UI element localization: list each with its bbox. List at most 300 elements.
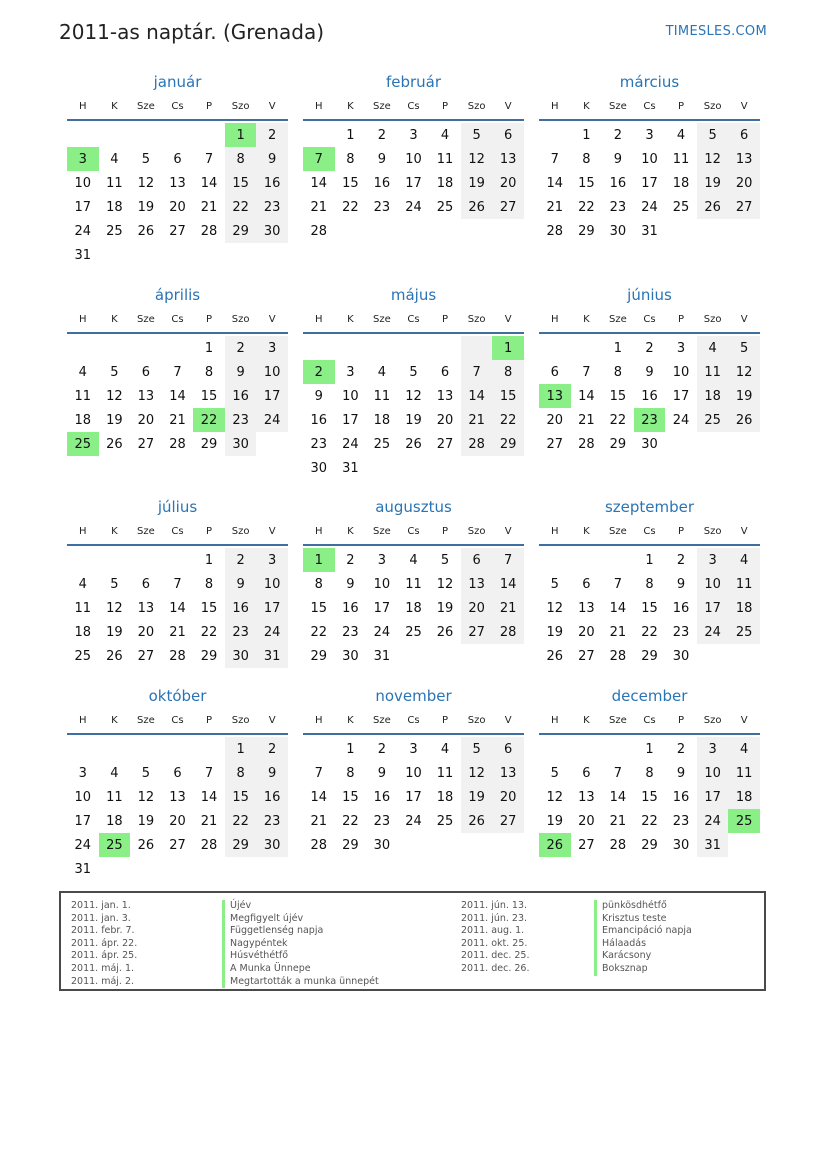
weekday-label: Sze — [609, 525, 627, 537]
weekday-label: P — [442, 100, 449, 112]
calendar-day: 23 — [225, 408, 257, 432]
weekday-label: P — [678, 313, 685, 325]
calendar-day: 14 — [492, 572, 524, 596]
header-divider — [303, 544, 524, 546]
calendar-day: 5 — [461, 123, 493, 147]
calendar-day: 10 — [672, 364, 690, 380]
empty-cell — [539, 737, 571, 761]
weekday-label: Sze — [137, 525, 155, 537]
calendar-day: 10 — [74, 175, 92, 191]
calendar-day: 6 — [173, 765, 182, 781]
calendar-day: 20 — [546, 412, 564, 428]
calendar-day: 28 — [609, 648, 627, 664]
calendar-day: 19 — [137, 813, 155, 829]
legend-date: 2011. jún. 13. — [461, 900, 528, 911]
calendar-day: 8 — [204, 576, 214, 592]
calendar-day: 10 — [256, 572, 288, 596]
calendar-day: 27 — [137, 648, 155, 664]
calendar-day: 17 — [256, 384, 288, 408]
calendar-day: 8 — [225, 147, 257, 171]
calendar-day: 3 — [409, 127, 418, 143]
calendar-day: 23 — [256, 195, 288, 219]
calendar-day: 31 — [74, 861, 92, 877]
empty-cell — [303, 737, 335, 761]
calendar-day: 25 — [672, 199, 690, 215]
weekday-label: H — [315, 714, 323, 726]
calendar-day: 23 — [672, 624, 690, 640]
calendar-day: 21 — [609, 624, 627, 640]
weekday-header — [303, 95, 524, 117]
holiday-day: 25 — [67, 432, 99, 456]
calendar-day: 3 — [256, 336, 288, 360]
calendar-day: 15 — [200, 388, 218, 404]
empty-cell — [67, 123, 99, 147]
calendar-day: 25 — [405, 624, 422, 640]
calendar-day: 2 — [256, 737, 288, 761]
calendar-day: 7 — [173, 576, 182, 592]
weekday-label: K — [347, 525, 354, 537]
calendar-day: 15 — [225, 785, 257, 809]
calendar-day: 9 — [225, 572, 257, 596]
calendar-day: 2 — [613, 127, 623, 143]
empty-cell — [461, 336, 493, 360]
calendar-day: 27 — [137, 436, 155, 452]
calendar-day: 15 — [342, 175, 359, 191]
calendar-day: 5 — [461, 737, 493, 761]
calendar-day: 13 — [436, 388, 454, 404]
calendar-day: 10 — [641, 151, 658, 167]
calendar-day: 12 — [106, 388, 123, 404]
holiday-day: 7 — [303, 147, 335, 171]
calendar-day: 21 — [492, 596, 524, 620]
weekday-label: V — [268, 100, 276, 112]
header-divider — [67, 733, 288, 735]
calendar-day: 27 — [169, 223, 186, 239]
weekday-label: H — [551, 313, 559, 325]
calendar-day: 11 — [672, 151, 690, 167]
calendar-day: 26 — [137, 837, 155, 853]
month-name: május — [390, 286, 437, 304]
calendar-day: 12 — [461, 147, 493, 171]
calendar-day: 16 — [310, 412, 328, 428]
calendar-day: 10 — [74, 789, 92, 805]
calendar-day: 6 — [173, 151, 182, 167]
calendar-day: 2 — [346, 552, 355, 568]
calendar-day: 24 — [74, 223, 92, 239]
calendar-day: 13 — [578, 789, 595, 805]
calendar-day: 28 — [169, 648, 186, 664]
weekday-label: Sze — [373, 525, 391, 537]
calendar-day: 9 — [377, 765, 387, 781]
calendar-day: 30 — [225, 644, 257, 668]
calendar-day: 21 — [310, 199, 328, 215]
calendar-day: 23 — [256, 809, 288, 833]
weekday-label: V — [504, 714, 512, 726]
empty-cell — [130, 336, 162, 360]
month-szeptember — [539, 497, 760, 668]
legend-holiday-name: Emancipáció napja — [594, 925, 692, 938]
calendar-day: 23 — [672, 813, 690, 829]
calendar-day: 30 — [609, 223, 627, 239]
empty-cell — [571, 737, 603, 761]
empty-cell — [130, 737, 162, 761]
calendar-day: 8 — [582, 151, 591, 167]
weekday-label: K — [583, 100, 590, 112]
calendar-day: 9 — [676, 765, 686, 781]
calendar-day: 20 — [169, 813, 186, 829]
calendar-day: 13 — [137, 388, 155, 404]
calendar-day: 1 — [613, 340, 623, 356]
calendar-day: 29 — [200, 648, 218, 664]
calendar-day: 2 — [377, 127, 387, 143]
calendar-day: 12 — [137, 175, 155, 191]
month-name: szeptember — [604, 498, 695, 516]
empty-cell — [67, 737, 99, 761]
weekday-label: H — [551, 714, 559, 726]
weekday-label: H — [551, 525, 559, 537]
weekday-label: K — [583, 313, 590, 325]
month-name: április — [154, 286, 201, 304]
calendar-day: 21 — [461, 408, 493, 432]
calendar-day: 30 — [256, 219, 288, 243]
day-grid — [303, 123, 524, 243]
calendar-day: 16 — [641, 388, 658, 404]
weekday-header — [539, 95, 760, 117]
calendar-day: 13 — [137, 600, 155, 616]
calendar-day: 7 — [492, 548, 524, 572]
calendar-day: 15 — [342, 789, 359, 805]
calendar-day: 7 — [582, 364, 591, 380]
weekday-label: V — [740, 100, 748, 112]
calendar-day: 1 — [204, 552, 214, 568]
calendar-day: 28 — [200, 837, 218, 853]
weekday-label: K — [583, 525, 590, 537]
calendar-day: 31 — [256, 644, 288, 668]
empty-cell — [99, 123, 131, 147]
legend-holiday-name: Hálaadás — [594, 938, 692, 951]
calendar-day: 20 — [578, 624, 595, 640]
calendar-day: 29 — [225, 219, 257, 243]
calendar-day: 17 — [672, 388, 690, 404]
calendar-day: 7 — [314, 765, 323, 781]
day-grid — [67, 123, 288, 267]
weekday-label: P — [206, 714, 213, 726]
weekday-label: H — [315, 100, 323, 112]
legend-holiday-name: Újév — [222, 900, 379, 913]
calendar-day: 22 — [310, 624, 328, 640]
calendar-day: 30 — [225, 432, 257, 456]
calendar-day: 27 — [492, 809, 524, 833]
calendar-day: 6 — [492, 123, 524, 147]
calendar-day: 27 — [578, 648, 595, 664]
empty-cell — [193, 737, 225, 761]
month-name: február — [385, 73, 442, 91]
calendar-day: 28 — [492, 620, 524, 644]
calendar-day: 4 — [377, 364, 387, 380]
empty-cell — [162, 336, 194, 360]
calendar-day: 30 — [672, 648, 690, 664]
day-grid — [67, 737, 288, 881]
calendar-day: 3 — [409, 741, 418, 757]
calendar-day: 21 — [310, 813, 328, 829]
header-divider — [67, 332, 288, 334]
weekday-label: P — [442, 714, 449, 726]
calendar-day: 13 — [461, 572, 493, 596]
calendar-day: 24 — [641, 199, 658, 215]
calendar-day: 7 — [204, 151, 214, 167]
calendar-day: 18 — [728, 785, 760, 809]
calendar-day: 9 — [225, 360, 257, 384]
calendar-day: 6 — [582, 765, 591, 781]
empty-cell — [602, 737, 634, 761]
header-divider — [303, 119, 524, 121]
weekday-header — [303, 308, 524, 330]
empty-cell — [571, 336, 603, 360]
calendar-day: 9 — [645, 364, 654, 380]
weekday-label: Szo — [231, 525, 250, 537]
header-divider — [539, 733, 760, 735]
empty-cell — [130, 123, 162, 147]
weekday-label: Sze — [609, 100, 627, 112]
weekday-label: V — [268, 714, 276, 726]
calendar-day: 3 — [645, 127, 654, 143]
calendar-day: 29 — [609, 436, 627, 452]
calendar-day: 5 — [550, 576, 559, 592]
calendar-day: 16 — [672, 600, 690, 616]
calendar-day: 23 — [373, 813, 391, 829]
calendar-day: 25 — [74, 648, 92, 664]
calendar-day: 8 — [204, 364, 214, 380]
calendar-day: 16 — [225, 596, 257, 620]
header-divider — [67, 119, 288, 121]
legend-holiday-name: Megfigyelt újév — [222, 913, 379, 926]
weekday-label: V — [504, 313, 512, 325]
weekday-label: Szo — [231, 313, 250, 325]
weekday-label: Cs — [171, 525, 184, 537]
weekday-label: Szo — [467, 714, 486, 726]
calendar-day: 21 — [169, 412, 186, 428]
calendar-day: 4 — [697, 336, 729, 360]
calendar-day: 27 — [546, 436, 564, 452]
weekday-label: Szo — [703, 100, 722, 112]
calendar-day: 19 — [697, 171, 729, 195]
calendar-day: 25 — [106, 223, 123, 239]
calendar-day: 11 — [436, 765, 454, 781]
calendar-day: 4 — [110, 765, 119, 781]
legend-date: 2011. máj. 1. — [71, 962, 135, 974]
calendar-day: 12 — [697, 147, 729, 171]
calendar-day: 14 — [169, 600, 186, 616]
weekday-label: Szo — [467, 313, 486, 325]
calendar-day: 9 — [377, 151, 387, 167]
weekday-label: P — [206, 100, 213, 112]
calendar-day: 1 — [645, 741, 654, 757]
weekday-label: Cs — [171, 313, 184, 325]
calendar-day: 25 — [697, 408, 729, 432]
day-grid — [303, 548, 524, 668]
empty-cell — [162, 737, 194, 761]
calendar-day: 16 — [373, 789, 391, 805]
calendar-day: 2 — [225, 336, 257, 360]
calendar-day: 24 — [256, 620, 288, 644]
calendar-day: 25 — [436, 199, 454, 215]
weekday-label: Sze — [609, 313, 627, 325]
calendar-day: 30 — [342, 648, 359, 664]
calendar-day: 18 — [106, 813, 123, 829]
calendar-day: 7 — [204, 765, 214, 781]
calendar-day: 26 — [137, 223, 155, 239]
calendar-day: 30 — [310, 460, 328, 476]
calendar-day: 15 — [310, 600, 328, 616]
calendar-day: 23 — [342, 624, 359, 640]
header-divider — [539, 119, 760, 121]
calendar-day: 19 — [436, 600, 454, 616]
holiday-day: 26 — [539, 833, 571, 857]
weekday-label: Szo — [467, 525, 486, 537]
calendar-day: 20 — [461, 596, 493, 620]
weekday-label: Szo — [703, 714, 722, 726]
calendar-day: 17 — [697, 785, 729, 809]
calendar-day: 2 — [256, 123, 288, 147]
day-grid — [539, 737, 760, 857]
calendar-day: 1 — [582, 127, 591, 143]
weekday-label: Cs — [407, 525, 420, 537]
empty-cell — [303, 123, 335, 147]
weekday-label: P — [442, 525, 449, 537]
calendar-day: 19 — [106, 412, 123, 428]
calendar-day: 24 — [672, 412, 690, 428]
calendar-day: 21 — [546, 199, 564, 215]
empty-cell — [539, 123, 571, 147]
header-divider — [67, 544, 288, 546]
calendar-day: 22 — [578, 199, 595, 215]
calendar-day: 6 — [141, 576, 151, 592]
calendar-day: 26 — [436, 624, 454, 640]
calendar-day: 26 — [461, 809, 493, 833]
legend-date: 2011. jún. 23. — [461, 912, 528, 924]
weekday-header — [67, 709, 288, 731]
weekday-label: H — [79, 714, 87, 726]
calendar-day: 8 — [492, 360, 524, 384]
holiday-legend — [59, 891, 766, 991]
calendar-day: 11 — [373, 388, 391, 404]
calendar-day: 3 — [697, 737, 729, 761]
weekday-label: Cs — [643, 313, 656, 325]
calendar-day: 5 — [440, 552, 450, 568]
calendar-day: 4 — [440, 127, 450, 143]
calendar-day: 4 — [440, 741, 450, 757]
calendar-day: 12 — [436, 576, 454, 592]
calendar-day: 7 — [173, 364, 182, 380]
month-name: június — [627, 286, 672, 304]
calendar-day: 28 — [578, 436, 595, 452]
calendar-day: 28 — [609, 837, 627, 853]
weekday-label: Sze — [373, 714, 391, 726]
header-divider — [539, 332, 760, 334]
legend-date: 2011. ápr. 25. — [71, 950, 138, 962]
weekday-label: Sze — [137, 714, 155, 726]
calendar-day: 27 — [728, 195, 760, 219]
header-divider — [303, 332, 524, 334]
site-link[interactable]: TIMESLES.COM — [665, 24, 767, 39]
calendar-day: 11 — [405, 576, 422, 592]
weekday-header — [67, 95, 288, 117]
calendar-day: 14 — [461, 384, 493, 408]
empty-cell — [539, 336, 571, 360]
calendar-day: 11 — [106, 789, 123, 805]
calendar-day: 12 — [405, 388, 422, 404]
calendar-day: 28 — [310, 223, 328, 239]
month-name: december — [611, 687, 688, 705]
holiday-day: 1 — [492, 336, 524, 360]
calendar-day: 2 — [676, 741, 686, 757]
weekday-header — [67, 520, 288, 542]
weekday-label: H — [79, 313, 87, 325]
calendar-day: 20 — [137, 624, 155, 640]
calendar-day: 22 — [609, 412, 627, 428]
calendar-day: 23 — [609, 199, 627, 215]
calendar-day: 2 — [676, 552, 686, 568]
calendar-day: 11 — [74, 388, 92, 404]
calendar-day: 21 — [200, 199, 218, 215]
calendar-day: 20 — [137, 412, 155, 428]
month-június — [539, 285, 760, 456]
calendar-day: 8 — [314, 576, 323, 592]
weekday-label: V — [504, 100, 512, 112]
calendar-day: 14 — [310, 789, 328, 805]
calendar-day: 15 — [200, 600, 218, 616]
weekday-label: Cs — [643, 714, 656, 726]
calendar-day: 12 — [461, 761, 493, 785]
calendar-day: 17 — [256, 596, 288, 620]
calendar-day: 18 — [373, 412, 391, 428]
calendar-day: 3 — [697, 548, 729, 572]
calendar-day: 19 — [137, 199, 155, 215]
calendar-day: 17 — [405, 175, 422, 191]
calendar-day: 21 — [169, 624, 186, 640]
calendar-day: 17 — [405, 789, 422, 805]
calendar-day: 26 — [461, 195, 493, 219]
calendar-day: 20 — [169, 199, 186, 215]
empty-cell — [303, 336, 335, 360]
calendar-day: 19 — [461, 171, 493, 195]
calendar-day: 29 — [641, 648, 658, 664]
calendar-day: 26 — [405, 436, 422, 452]
calendar-day: 26 — [546, 648, 564, 664]
calendar-day: 12 — [728, 360, 760, 384]
empty-cell — [602, 548, 634, 572]
calendar-day: 11 — [436, 151, 454, 167]
calendar-day: 20 — [436, 412, 454, 428]
calendar-day: 30 — [672, 837, 690, 853]
empty-cell — [335, 336, 367, 360]
calendar-day: 26 — [697, 195, 729, 219]
calendar-day: 16 — [342, 600, 359, 616]
legend-holiday-name: Megtartották a munka ünnepét — [222, 976, 379, 989]
month-augusztus — [303, 497, 524, 668]
calendar-day: 17 — [74, 199, 92, 215]
calendar-day: 22 — [342, 813, 359, 829]
calendar-day: 1 — [204, 340, 214, 356]
calendar-day: 27 — [169, 837, 186, 853]
calendar-day: 4 — [110, 151, 119, 167]
weekday-label: P — [678, 525, 685, 537]
legend-date: 2011. aug. 1. — [461, 925, 525, 937]
holiday-day: 1 — [303, 548, 335, 572]
calendar-day: 6 — [550, 364, 559, 380]
calendar-day: 17 — [342, 412, 359, 428]
calendar-day: 5 — [110, 576, 119, 592]
